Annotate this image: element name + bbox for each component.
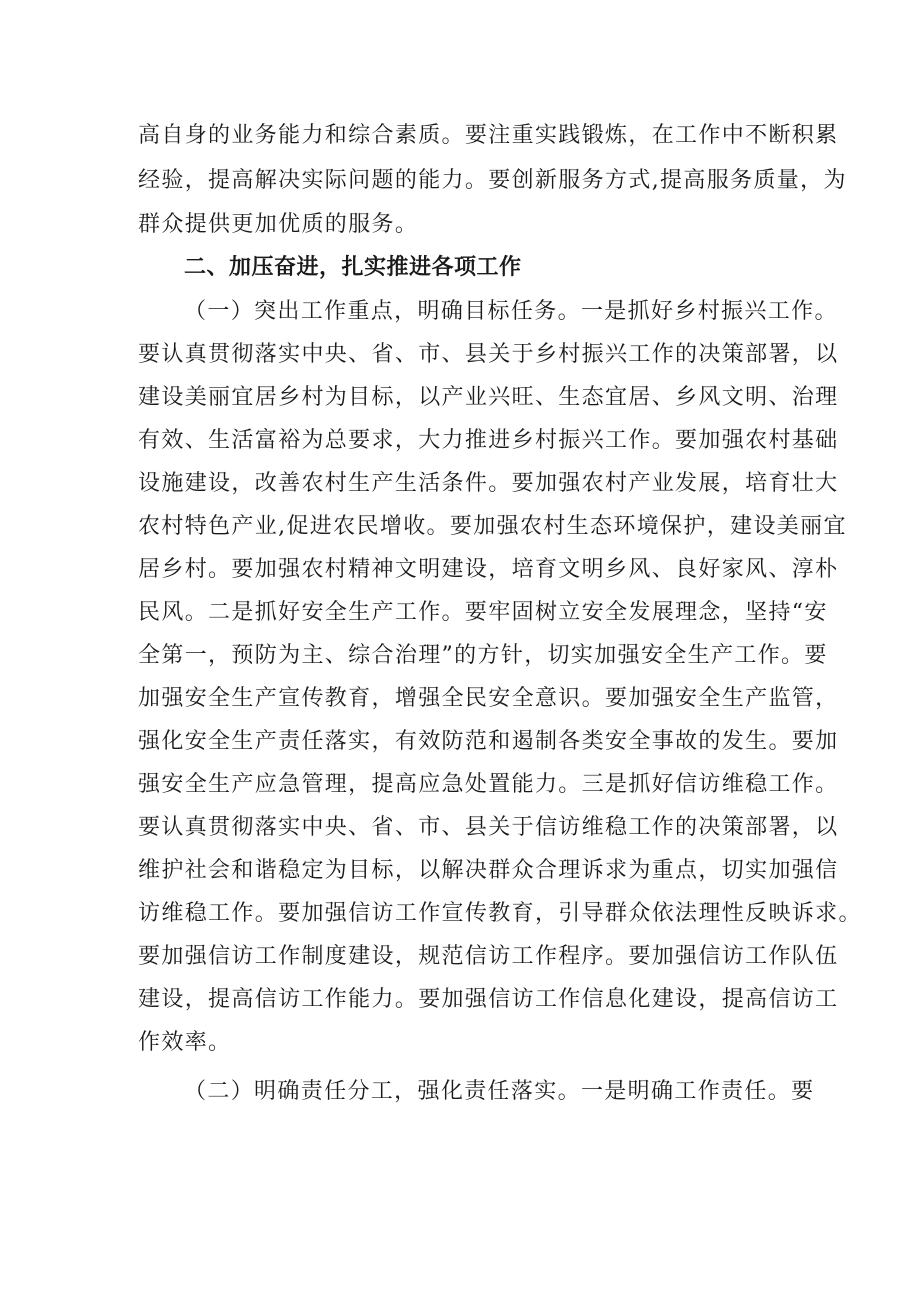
para1-line-8: 民风。二是抓好安全生产工作。要牢固树立安全发展理念，坚持“安 <box>138 600 828 625</box>
para1-line-5: 设施建设，改善农村生产生活条件。要加强农村产业发展，培育壮大 <box>138 471 839 496</box>
para1-line-1: （一）突出工作重点，明确目标任务。一是抓好乡村振兴工作。 <box>184 299 838 324</box>
para1-line-6: 农村特色产业,促进农民增收。要加强农村生态环境保护，建设美丽宜 <box>138 514 847 539</box>
intro-line-1: 高自身的业务能力和综合素质。要注重实践锻炼，在工作中不断积累 <box>138 123 839 148</box>
para1-line-14: 维护社会和谐稳定为目标，以解决群众合理诉求为重点，切实加强信 <box>138 858 839 883</box>
para2-line-1: （二）明确责任分工，强化责任落实。一是明确工作责任。要 <box>184 1079 815 1104</box>
para1-line-2: 要认真贯彻落实中央、省、市、县关于乡村振兴工作的决策部署，以 <box>138 342 839 367</box>
para1-line-7: 居乡村。要加强农村精神文明建设，培育文明乡风、良好家风、淳朴 <box>138 557 839 582</box>
para1-line-13: 要认真贯彻落实中央、省、市、县关于信访维稳工作的决策部署，以 <box>138 815 839 840</box>
para1-line-18: 作效率。 <box>138 1030 232 1055</box>
para1-line-11: 强化安全生产责任落实，有效防范和遏制各类安全事故的发生。要加 <box>138 729 839 754</box>
section-heading: 二、加压奋进，扎实推进各项工作 <box>184 255 522 280</box>
para1-line-15: 访维稳工作。要加强信访工作宣传教育，引导群众依法理性反映诉求。 <box>138 901 862 926</box>
para1-line-4: 有效、生活富裕为总要求，大力推进乡村振兴工作。要加强农村基础 <box>138 428 839 453</box>
para1-line-16: 要加强信访工作制度建设，规范信访工作程序。要加强信访工作队伍 <box>138 944 839 969</box>
para1-line-17: 建设，提高信访工作能力。要加强信访工作信息化建设，提高信访工 <box>138 987 839 1012</box>
para1-line-12: 强安全生产应急管理，提高应急处置能力。三是抓好信访维稳工作。 <box>138 772 839 797</box>
intro-line-3: 群众提供更加优质的服务。 <box>138 212 419 237</box>
para1-line-3: 建设美丽宜居乡村为目标，以产业兴旺、生态宜居、乡风文明、治理 <box>138 385 839 410</box>
intro-line-2: 经验，提高解决实际问题的能力。要创新服务方式,提高服务质量，为 <box>138 168 847 193</box>
para1-line-10: 加强安全生产宣传教育，增强全民安全意识。要加强安全生产监管， <box>138 686 839 711</box>
para1-line-9: 全第一，预防为主、综合治理”的方针，切实加强安全生产工作。要 <box>138 643 828 668</box>
